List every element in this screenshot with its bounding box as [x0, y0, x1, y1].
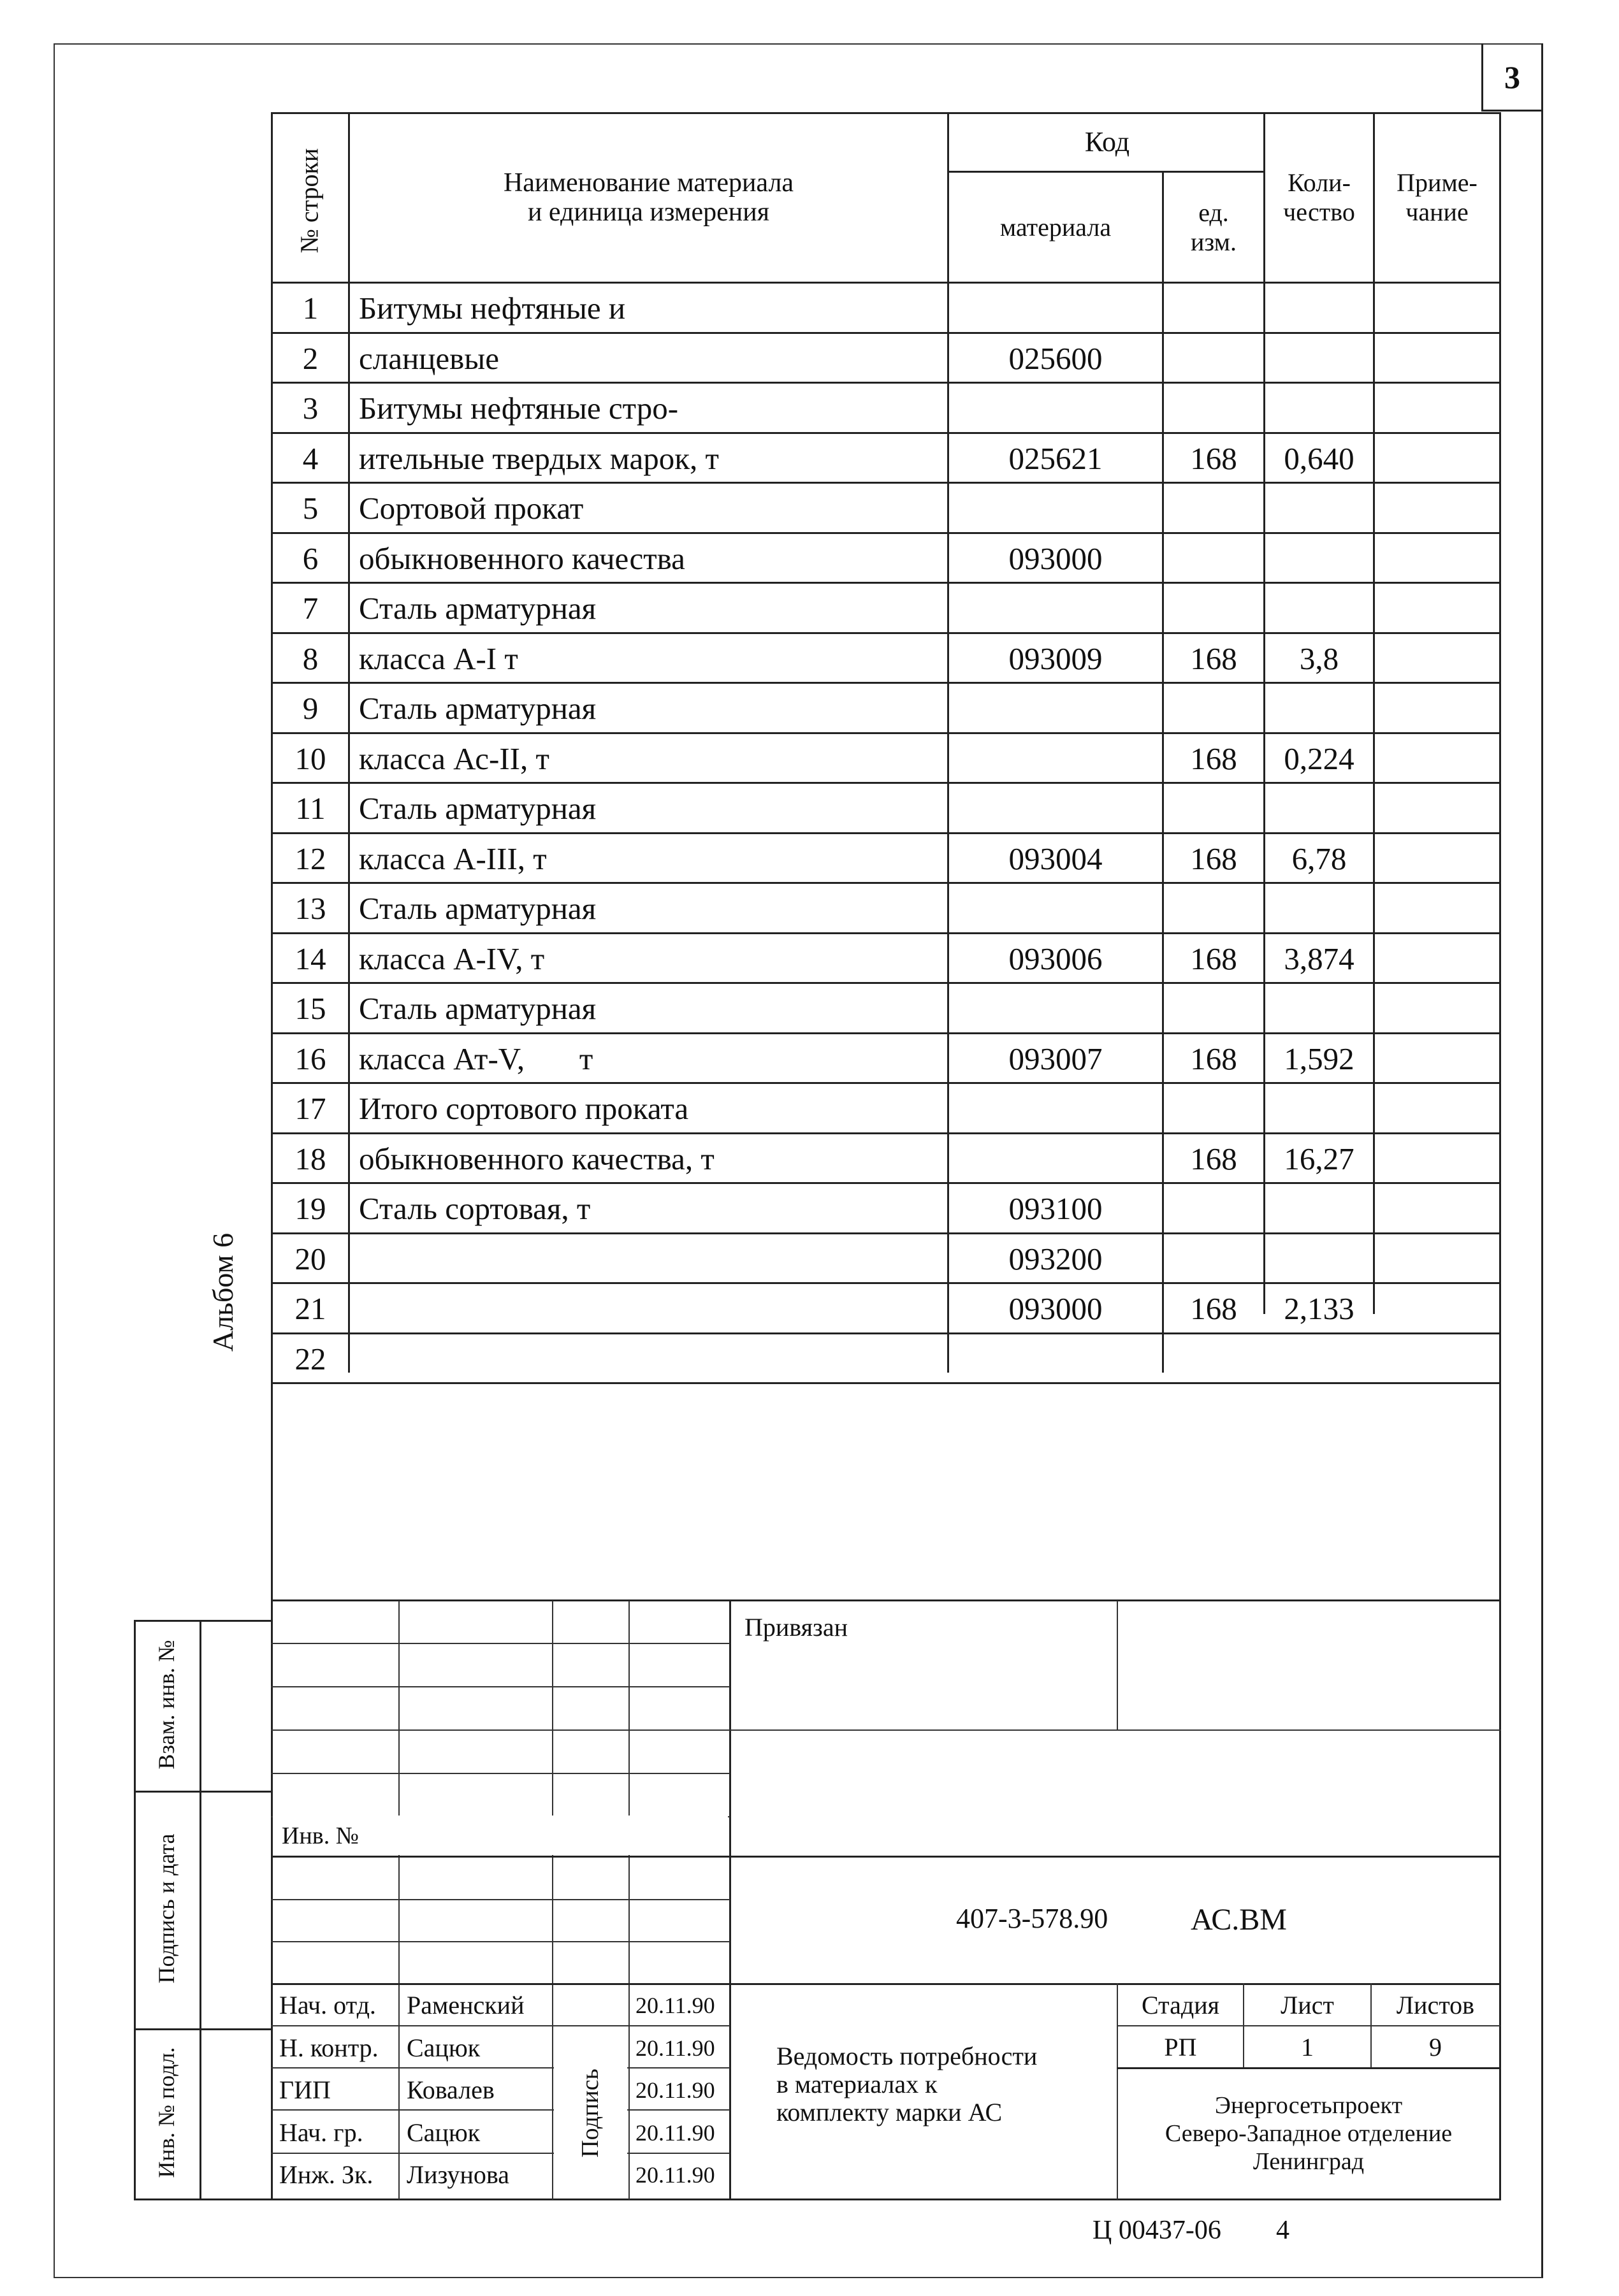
row-quantity: 1,592 — [1284, 1041, 1354, 1076]
row-quantity — [1265, 284, 1373, 332]
row-material-name: обыкновенного качества — [359, 540, 685, 576]
tb-row-line-2 — [271, 1686, 730, 1687]
row-note — [1375, 984, 1499, 1032]
row-unit-code — [1164, 1234, 1263, 1283]
row-note — [1375, 734, 1499, 783]
tb-signer-date: 20.11.90 — [635, 2119, 715, 2146]
tb-signer-role: Нач. отд. — [279, 1991, 376, 2019]
row-note — [1375, 334, 1499, 382]
row-material-code — [949, 984, 1162, 1032]
row-note — [1375, 834, 1499, 883]
row-number: 1 — [302, 290, 319, 326]
row-quantity — [1265, 334, 1373, 382]
row-material-name: Сталь сортовая, т — [359, 1190, 591, 1226]
row-quantity — [1265, 684, 1373, 732]
footer-archive-sheet: 4 — [1276, 2216, 1289, 2245]
row-number: 18 — [294, 1141, 326, 1176]
row-note — [1375, 1134, 1499, 1183]
row-number: 16 — [294, 1041, 326, 1076]
row-note — [1375, 934, 1499, 983]
tb-sheet-value: 1 — [1301, 2032, 1314, 2061]
row-material-name — [350, 1334, 947, 1383]
row-unit-code — [1164, 1184, 1263, 1232]
row-quantity: 0,640 — [1284, 440, 1354, 476]
row-note — [1375, 1234, 1499, 1283]
tb-organization: Энергосетьпроект Северо-Западное отделение Ленинград — [1165, 2092, 1453, 2175]
row-number: 6 — [302, 540, 319, 576]
row-note — [1375, 684, 1499, 732]
frame-top-edge — [54, 43, 1543, 45]
tb-signer-role: ГИП — [279, 2076, 331, 2104]
row-unit-code: 168 — [1190, 941, 1237, 976]
row-unit-code: 168 — [1190, 1041, 1237, 1076]
row-quantity — [1265, 784, 1373, 832]
tb-row-line-3 — [271, 1729, 1501, 1731]
row-unit-code — [1164, 784, 1263, 832]
tb-document-title: Ведомость потребности в материалах к комплекту марки АС — [776, 2042, 1038, 2126]
row-quantity — [1265, 1084, 1373, 1132]
tb-signer-date: 20.11.90 — [635, 2162, 715, 2188]
side-stamp-outer-left — [134, 1620, 136, 2200]
row-material-code: 093006 — [1008, 941, 1103, 976]
row-note — [1375, 1284, 1499, 1332]
tb-sheet-label: Лист — [1281, 1990, 1334, 2019]
frame-left-edge — [54, 43, 55, 2278]
row-number: 11 — [295, 790, 326, 826]
row-number: 3 — [302, 390, 319, 426]
row-unit-code — [1164, 484, 1263, 532]
row-unit-code: 168 — [1190, 740, 1237, 776]
row-unit-code: 168 — [1190, 640, 1237, 676]
tb-org-top-line — [1117, 2067, 1500, 2069]
side-stamp-inner-line — [200, 1620, 201, 2200]
tb-signer-role: Нач. гр. — [279, 2118, 363, 2147]
row-material-code — [949, 734, 1162, 783]
row-material-code — [949, 384, 1162, 432]
tb-signer-date: 20.11.90 — [635, 1992, 715, 2018]
footer-archive-code: Ц 00437-06 — [1093, 2216, 1221, 2245]
row-unit-code: 168 — [1190, 440, 1237, 476]
row-quantity — [1265, 884, 1373, 932]
row-material-name — [350, 1234, 947, 1283]
tb-sheets-label: Листов — [1396, 1990, 1475, 2019]
row-material-code: 093009 — [1008, 640, 1103, 676]
row-material-code: 093200 — [1008, 1241, 1103, 1276]
row-material-code — [949, 684, 1162, 732]
row-material-code: 093004 — [1008, 841, 1103, 876]
tb-signer-name: Сацюк — [407, 2118, 481, 2147]
row-material-name: Итого сортового проката — [359, 1090, 689, 1126]
row-quantity — [1265, 984, 1373, 1032]
row-material-code: 025600 — [1008, 340, 1103, 376]
row-material-name: Сталь арматурная — [359, 790, 597, 826]
row-material-name: сланцевые — [359, 340, 499, 376]
tb-signer-name: Лизунова — [407, 2160, 510, 2189]
tb-row-line-7 — [271, 1899, 730, 1900]
row-material-name: класса А-III, т — [359, 841, 547, 876]
tb-signature-header: Подпись — [577, 2069, 604, 2158]
sheet-number-box-bottom — [1481, 110, 1543, 112]
frame-bottom-edge — [54, 2277, 1543, 2278]
row-unit-code — [1164, 384, 1263, 432]
row-note — [1375, 434, 1499, 482]
title-block-top-border — [271, 1599, 1501, 1601]
tb-bound-to: Привязан — [744, 1613, 848, 1642]
row-material-code — [949, 884, 1162, 932]
row-number: 8 — [302, 640, 319, 676]
row-number: 21 — [294, 1290, 326, 1326]
row-quantity: 3,874 — [1284, 941, 1354, 976]
row-unit-code — [1164, 884, 1263, 932]
row-quantity — [1265, 584, 1373, 632]
title-block-bottom-border — [134, 2199, 1501, 2200]
tb-signer-role: Н. контр. — [279, 2033, 379, 2062]
row-unit-code — [1164, 1084, 1263, 1132]
row-material-code — [949, 1134, 1162, 1183]
row-note — [1375, 634, 1499, 682]
row-quantity: 3,8 — [1299, 640, 1339, 676]
row-material-name: Сталь арматурная — [359, 990, 597, 1026]
album-label: Альбом 6 — [207, 1232, 239, 1352]
row-note — [1375, 884, 1499, 932]
tb-row-line-1 — [271, 1643, 730, 1644]
tb-stage-label: Стадия — [1141, 1990, 1220, 2019]
row-unit-code — [1164, 334, 1263, 382]
row-quantity: 2,133 — [1284, 1290, 1354, 1326]
row-quantity — [1265, 1334, 1373, 1383]
row-number: 12 — [294, 841, 326, 876]
header-material: материала — [999, 212, 1112, 242]
row-number: 20 — [294, 1241, 326, 1276]
tb-signer-date: 20.11.90 — [635, 2035, 715, 2061]
row-number: 10 — [294, 740, 326, 776]
row-quantity: 0,224 — [1284, 740, 1354, 776]
tb-inv-no: Инв. № — [282, 1823, 359, 1849]
tb-signer-name: Сацюк — [407, 2033, 481, 2062]
row-material-code — [949, 284, 1162, 332]
tb-bound-right-col — [1117, 1601, 1118, 1730]
row-material-name: класса А-I т — [359, 640, 518, 676]
side-replaced-inv: Взам. инв. № — [154, 1640, 179, 1770]
header-unit: ед. изм. — [1191, 198, 1237, 256]
side-inv-original: Инв. № подл. — [154, 2047, 179, 2178]
row-unit-code — [1164, 984, 1263, 1032]
sheet-number: 3 — [1504, 59, 1520, 95]
row-quantity — [1265, 384, 1373, 432]
row-number: 22 — [294, 1341, 326, 1376]
row-quantity — [1265, 1234, 1373, 1283]
row-number: 2 — [302, 340, 319, 376]
row-note — [1375, 1334, 1499, 1383]
side-sign-date: Подпись и дата — [154, 1833, 179, 1984]
header-note: Приме- чание — [1397, 168, 1477, 226]
tb-row-line-6 — [271, 1856, 1501, 1858]
row-note — [1375, 1084, 1499, 1132]
row-material-code: 093007 — [1008, 1041, 1103, 1076]
row-material-name: Битумы нефтяные стро- — [359, 390, 679, 426]
table-right-border — [1499, 112, 1501, 2200]
row-quantity: 6,78 — [1291, 841, 1347, 876]
row-note — [1375, 784, 1499, 832]
row-unit-code — [1164, 1334, 1263, 1383]
frame-right-edge — [1541, 43, 1543, 2278]
row-note — [1375, 1034, 1499, 1083]
row-quantity — [1265, 484, 1373, 532]
row-note — [1375, 534, 1499, 582]
row-material-name: класса А-IV, т — [359, 941, 545, 976]
row-material-code — [949, 1334, 1162, 1383]
row-number: 7 — [302, 590, 319, 626]
row-material-name: Сталь арматурная — [359, 590, 597, 626]
row-material-code — [949, 1084, 1162, 1132]
row-note — [1375, 484, 1499, 532]
row-material-name: класса Ат-V, т — [359, 1041, 593, 1076]
row-material-code: 093000 — [1008, 540, 1103, 576]
tb-signer-role: Инж. Зк. — [279, 2160, 374, 2189]
row-number: 15 — [294, 990, 326, 1026]
row-unit-code: 168 — [1190, 1290, 1237, 1326]
row-number: 9 — [302, 690, 319, 726]
row-unit-code — [1164, 534, 1263, 582]
tb-signer-name: Раменский — [407, 1991, 525, 2019]
tb-sheets-value: 9 — [1429, 2032, 1442, 2061]
tb-signer-name: Ковалев — [407, 2076, 495, 2104]
row-material-code: 093100 — [1008, 1190, 1103, 1226]
row-material-name: Сортовой прокат — [359, 490, 584, 526]
row-number: 4 — [302, 440, 319, 476]
row-unit-code: 168 — [1190, 841, 1237, 876]
row-material-code — [949, 784, 1162, 832]
row-quantity — [1265, 1184, 1373, 1232]
row-material-name: Битумы нефтяные и — [359, 290, 626, 326]
row-unit-code: 168 — [1190, 1141, 1237, 1176]
row-number: 13 — [294, 890, 326, 926]
row-number: 5 — [302, 490, 319, 526]
row-unit-code — [1164, 684, 1263, 732]
row-number: 19 — [294, 1190, 326, 1226]
row-material-name — [350, 1284, 947, 1332]
row-unit-code — [1164, 284, 1263, 332]
row-note — [1375, 584, 1499, 632]
tb-doc-code: 407-3-578.90 — [956, 1903, 1108, 1934]
header-quantity: Коли- чество — [1283, 168, 1355, 226]
row-note — [1375, 384, 1499, 432]
tb-row-line-8 — [271, 1941, 730, 1942]
row-material-code — [949, 484, 1162, 532]
tb-signer-date: 20.11.90 — [635, 2077, 715, 2103]
header-name: Наименование материала и единица измерения — [503, 168, 794, 227]
header-row-no: № строки — [294, 148, 324, 254]
row-material-code: 025621 — [1008, 440, 1103, 476]
row-material-code: 093000 — [1008, 1290, 1103, 1326]
tb-doc-mark: АС.ВМ — [1191, 1903, 1287, 1937]
row-number: 17 — [294, 1090, 326, 1126]
row-quantity — [1265, 534, 1373, 582]
tb-stage-value: РП — [1164, 2032, 1197, 2061]
row-material-name: ительные твердых марок, т — [359, 440, 719, 476]
row-quantity: 16,27 — [1284, 1141, 1354, 1176]
row-note — [1375, 284, 1499, 332]
row-number: 14 — [294, 941, 326, 976]
row-material-name: класса Ас-II, т — [359, 740, 549, 776]
row-note — [1375, 1184, 1499, 1232]
tb-row-line-4 — [271, 1773, 730, 1774]
row-material-name: Сталь арматурная — [359, 890, 597, 926]
row-material-name: Сталь арматурная — [359, 690, 597, 726]
row-material-name: обыкновенного качества, т — [359, 1141, 715, 1176]
row-unit-code — [1164, 584, 1263, 632]
header-code: Код — [1084, 126, 1130, 157]
row-material-code — [949, 584, 1162, 632]
